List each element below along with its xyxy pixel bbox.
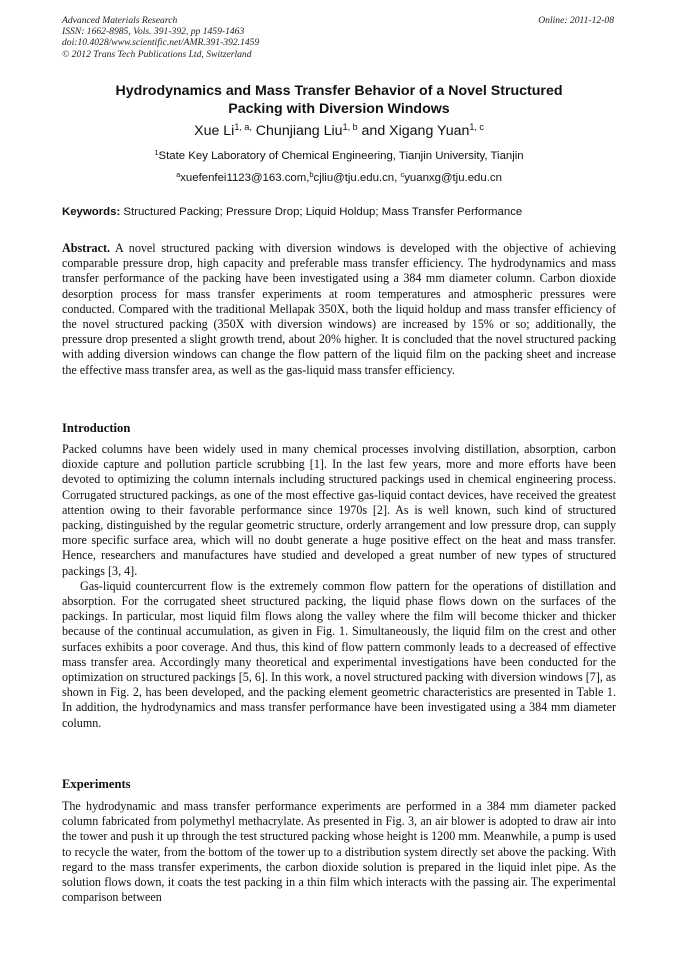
email-2: cjliu@tju.edu.cn, — [313, 172, 401, 184]
author-conjunction: and — [357, 123, 390, 139]
introduction-paragraph-2: Gas-liquid countercurrent flow is the extremely common flow pattern for the operations of distillation and absorption. For the corrugated sheet structured packing, the liquid phase flows down on the surfaces of the packings. In particular, most liquid film flows along the valley where the film will become thicker and thicker because of the continual accumulation, as given in Fig. 1. Simultaneously, the liquid film on the crest and other surfaces exhibits a poor coverage. And thus, this kind of flow pattern commonly leads to a decreased of effective mass transfer area. Accordingly many theoretical and experimental investigations have been conducted for the optimization on structured packings [5, 6]. In this work, a novel structured packing with diversion windows [7], as shown in Fig. 2, has been developed, and the packing element geometric characteristics are presented in Table 1. In addition, the hydrodynamics and mass transfer performance have been investigated using a 384 mm diameter column. — [62, 578, 616, 730]
keywords-label: Keywords: — [62, 206, 121, 218]
section-heading-experiments: Experiments — [62, 777, 131, 791]
experiments-body — [62, 799, 616, 905]
author-emails — [62, 171, 616, 186]
journal-name: Advanced Materials Research — [62, 15, 178, 26]
abstract — [62, 241, 616, 378]
email-1: xuefenfei1123@163.com, — [180, 172, 310, 184]
introduction-body — [62, 442, 616, 731]
author-2-affil: 1, b — [342, 122, 358, 132]
online-date: Online: 2011-12-08 — [538, 15, 614, 26]
abstract-text: A novel structured packing with diversion windows is developed with the objective of achieving comparable pressure drop, high capacity and preferable mass transfer efficiency. The hydrodynamics and mass transfer performance of the packing have been investigated using a 384 mm diameter column. Carbon dioxide desorption process for mass transfer experiments at room temperatures and atmospheric pressures were conducted. Compared with the traditional Mellapak 350X, both the liquid holdup and mass transfer efficiency of the novel structured packing (350X with diversion windows) are increased by 15% or so; additionally, the pressure drop presented a slight growth trend, about 20% higher. It is concluded that the novel structured packing with adding diversion windows can change the flow pattern of the liquid film on the packing sheet and increase the effective mass transfer area, as well as the gas-liquid mass transfer efficiency. — [62, 241, 616, 377]
affiliation-text: State Key Laboratory of Chemical Engineering, Tianjin University, Tianjin — [158, 150, 524, 162]
affiliation — [62, 149, 616, 164]
section-heading-introduction: Introduction — [62, 421, 131, 435]
author-1-affil: 1, a, — [234, 122, 252, 132]
paper-title — [62, 82, 616, 118]
author-list — [62, 121, 616, 141]
title-line-2: Packing with Diversion Windows — [228, 101, 450, 117]
issn-line: ISSN: 1662-8985, Vols. 391-392, pp 1459-1463 — [62, 26, 245, 38]
author-2: Chunjiang Liu — [251, 123, 343, 139]
journal-info — [62, 15, 462, 60]
email-3: yuanxg@tju.edu.cn — [404, 172, 502, 184]
introduction-paragraph-1: Packed columns have been widely used in many chemical processes involving distillation, absorption, carbon dioxide capture and pollution particle scrubbing [1]. In the last few years, more and more efforts have been devoted to optimizing the column internals including structured packings used in chemical engineering process. Corrugated structured packings, as one of the most effective gas-liquid contact devices, have received the greatest attention owing to their favorable performance since 1970s [2]. As is well known, such kind of structured packing, distinguished by the regular geometric structure, orderly arrangement and low pressure drop, can supply more specific surface area, which will no doubt generate a huge positive effect on the heat and mass transfer. Hence, researchers and manufactures have studied and developed a great number of new types of structured packings [3, 4]. — [62, 442, 616, 578]
copyright-line: © 2012 Trans Tech Publications Ltd, Switzerland — [62, 48, 252, 60]
abstract-label: Abstract. — [62, 241, 111, 255]
author-3: Xigang Yuan — [389, 123, 470, 139]
author-3-affil: 1, c — [469, 122, 484, 132]
doi-line: doi:10.4028/www.scientific.net/AMR.391-392.1459 — [62, 37, 260, 49]
author-1: Xue Li — [194, 123, 235, 139]
experiments-paragraph-1: The hydrodynamic and mass transfer performance experiments are performed in a 384 mm diameter packed column fabricated from polymethyl methacrylate. As presented in Fig. 3, an air blower is adopted to draw air into the tower and push it up through the test structured packing whose height is 1200 mm. Meanwhile, a pump is used to recycle the water, from the bottom of the tower up to a distribution system directly set above the packing. With regard to the mass transfer experiments, the carbon dioxide solution is prepared in the liquid inlet pipe. As the solution flows down, it coats the test packing in a thin film which interacts with the passing air. The experimental comparison between — [62, 799, 616, 905]
keywords — [62, 205, 616, 220]
affiliation-marker: 1 — [154, 148, 159, 157]
keywords-text: Structured Packing; Pressure Drop; Liquid Holdup; Mass Transfer Performance — [120, 206, 523, 218]
email-marker-a: a — [176, 170, 181, 179]
email-marker-c: c — [400, 170, 405, 179]
title-line-1: Hydrodynamics and Mass Transfer Behavior of a Novel Structured — [115, 83, 563, 99]
email-marker-b: b — [309, 170, 314, 179]
